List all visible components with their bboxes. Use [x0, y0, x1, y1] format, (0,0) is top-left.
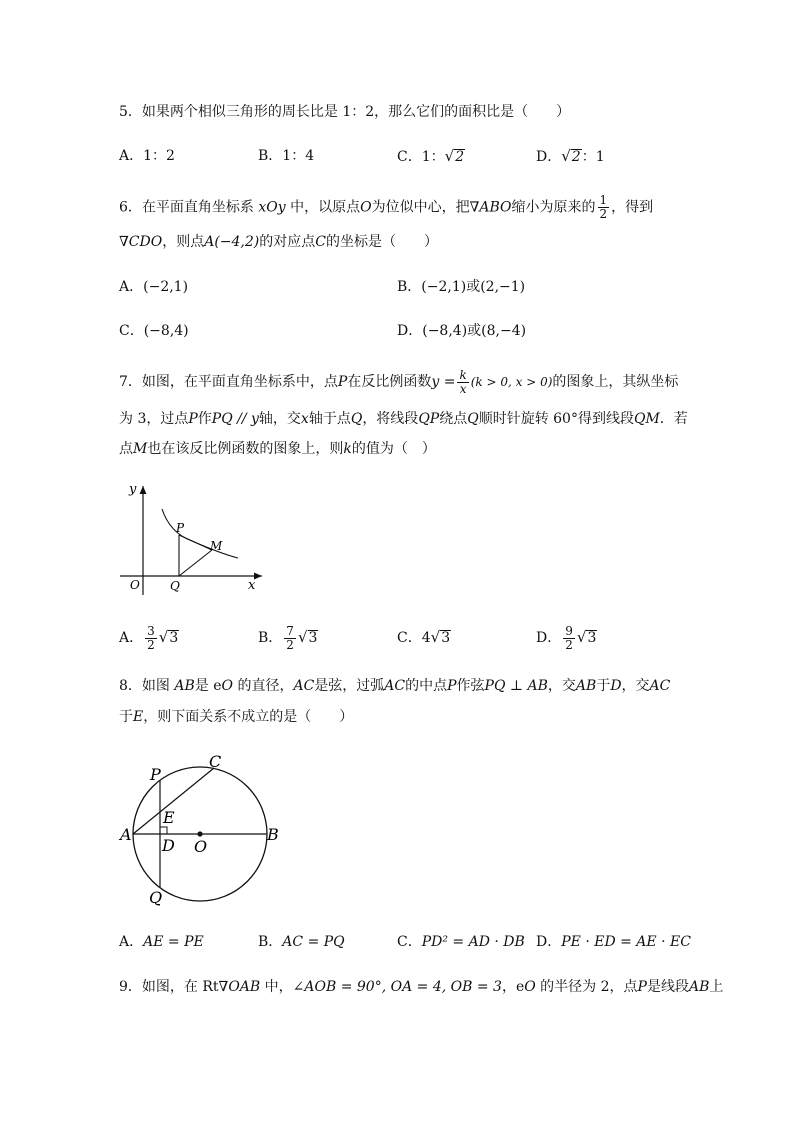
q7-label-y: y — [129, 482, 137, 497]
q8-label-e: E — [163, 808, 175, 827]
q7-option-b[interactable]: B． $\frac{7}{2}$ √3 — [258, 623, 318, 652]
q7-segment-pm — [179, 535, 212, 550]
q8-label-a: A — [120, 825, 132, 844]
fraction-one-half: $\frac{1}{2}$ — [599, 193, 608, 221]
q7-stem-line3: 点M也在该反比例函数的图象上，则k的值为（ ） — [119, 441, 436, 457]
q8-label-d: D — [162, 836, 175, 855]
q6-option-d[interactable]: D．(−8,4)或(8,−4) — [397, 323, 527, 339]
q7-label-m: M — [210, 539, 223, 553]
q7-figure — [112, 478, 272, 596]
q6-option-b[interactable]: B．(−2,1)或(2,−1) — [397, 279, 526, 295]
q7-option-c[interactable]: C．4√3 — [397, 628, 451, 646]
q8-option-a[interactable]: A．AE = PE — [119, 934, 204, 950]
q8-center-dot — [197, 831, 202, 836]
fraction-k-over-x: $\frac{k}{x}$ — [459, 367, 467, 396]
q8-right-angle-mark — [160, 827, 167, 834]
q8-option-c[interactable]: C．PD² = AD · DB — [397, 934, 525, 950]
q7-segment-qm — [179, 550, 212, 576]
q6-stem-line2: ∇CDO，则点A(−4,2)的对应点C的坐标是（ ） — [119, 234, 438, 250]
q7-stem-line1: 7．如图，在平面直角坐标系中，点P在反比例函数y = $\frac{k}{x}$ (k > 0, x > 0)的图象上，其纵坐标 — [119, 367, 679, 396]
q5-option-b[interactable]: B．1：4 — [258, 148, 315, 164]
q5-option-d[interactable]: D．√2：1 — [536, 147, 605, 165]
q8-label-c: C — [209, 752, 222, 771]
q5-option-c[interactable]: C．1：√2 — [397, 147, 465, 165]
q6-option-c[interactable]: C．(−8,4) — [119, 323, 189, 339]
q6-stem-line1: 6．在平面直角坐标系 xOy 中，以原点O为位似中心，把∇ABO缩小为原来的 $\frac{1}{2}$ ，得到 — [119, 193, 654, 221]
q8-stem-line2: 于E，则下面关系不成立的是（ ） — [119, 709, 354, 725]
q8-label-o: O — [194, 837, 208, 856]
q7-stem-line2: 为 3，过点P作PQ // y轴，交x轴于点Q，将线段QP绕点Q顺时针旋转 60°得到线段QM．若 — [119, 411, 688, 427]
q9-stem: 9．如图，在 Rt∇OAB 中，∠AOB = 90°, OA = 4, OB = 3，eO 的半径为 2，点P是线段AB上 — [119, 979, 724, 995]
q7-option-d[interactable]: D． $\frac{9}{2}$ √3 — [536, 623, 597, 652]
q8-figure — [114, 748, 286, 910]
q7-label-x: x — [248, 578, 256, 593]
q7-label-p: P — [176, 521, 185, 535]
q7-hyperbola — [162, 509, 238, 558]
q7-y-arrow — [140, 486, 147, 494]
q5-option-a[interactable]: A．1：2 — [119, 148, 175, 164]
q6-option-a[interactable]: A．(−2,1) — [119, 279, 189, 295]
q8-label-p: P — [150, 765, 161, 784]
q8-label-q: Q — [149, 888, 163, 907]
q7-label-q: Q — [170, 579, 180, 593]
q8-stem-line1: 8．如图 AB是 eO 的直径，AC是弦，过弧AC的中点P作弦PQ ⊥ AB，交AB于D，交AC — [119, 678, 671, 694]
q7-option-a[interactable]: A． $\frac{3}{2}$ √3 — [119, 623, 179, 652]
q8-label-b: B — [267, 825, 279, 844]
q5-stem: 5．如果两个相似三角形的周长比是 1：2，那么它们的面积比是（ ） — [119, 104, 571, 120]
q8-option-d[interactable]: D．PE · ED = AE · EC — [536, 934, 691, 950]
q7-label-o: O — [130, 578, 140, 592]
q8-option-b[interactable]: B．AC = PQ — [258, 934, 345, 950]
